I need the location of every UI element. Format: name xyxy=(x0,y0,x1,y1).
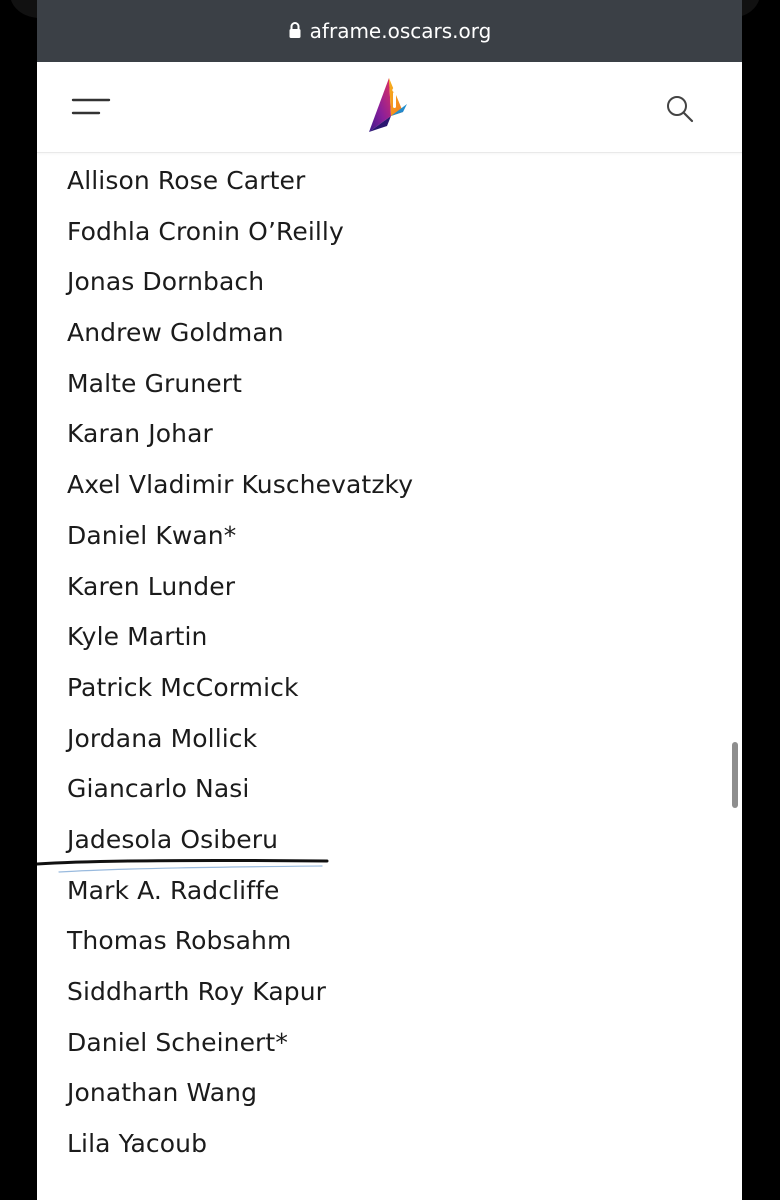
list-item: Jonas Dornbach xyxy=(67,267,265,297)
list-item: Thomas Robsahm xyxy=(67,926,292,956)
member-name-list xyxy=(37,156,742,1170)
list-item: Patrick McCormick xyxy=(67,672,299,702)
list-item: Siddharth Roy Kapur xyxy=(67,977,327,1006)
list-item: Malte Grunert xyxy=(67,368,243,398)
oscars-academy-logo[interactable] xyxy=(367,76,411,134)
list-item: Lila Yacoub xyxy=(67,1129,208,1159)
hamburger-menu-icon[interactable] xyxy=(71,92,113,122)
list-item: Karen Lunder xyxy=(67,571,236,601)
browser-viewport xyxy=(37,0,742,1200)
list-item: Jadesola Osiberu xyxy=(67,824,279,854)
list-item: Andrew Goldman xyxy=(67,318,284,348)
list-item: Daniel Scheinert* xyxy=(67,1027,288,1057)
site-header xyxy=(37,62,742,153)
list-item: Axel Vladimir Kuschevatzky xyxy=(67,470,414,500)
list-item: Fodhla Cronin O’Reilly xyxy=(67,216,344,246)
list-item: Giancarlo Nasi xyxy=(67,774,250,804)
list-item: Jonathan Wang xyxy=(67,1078,258,1108)
url-display[interactable] xyxy=(37,14,742,48)
lock-icon xyxy=(288,21,302,39)
search-icon[interactable] xyxy=(665,94,695,124)
list-item: Karan Johar xyxy=(67,419,213,449)
url-text: aframe.oscars.org xyxy=(309,19,492,43)
list-item: Mark A. Radcliffe xyxy=(67,875,280,905)
list-item: Jordana Mollick xyxy=(67,723,258,753)
scrollbar-thumb[interactable] xyxy=(732,742,738,808)
list-item: Kyle Martin xyxy=(67,622,208,652)
list-item: Allison Rose Carter xyxy=(67,166,306,195)
list-item: Daniel Kwan* xyxy=(67,520,237,550)
browser-url-bar[interactable] xyxy=(37,0,742,62)
